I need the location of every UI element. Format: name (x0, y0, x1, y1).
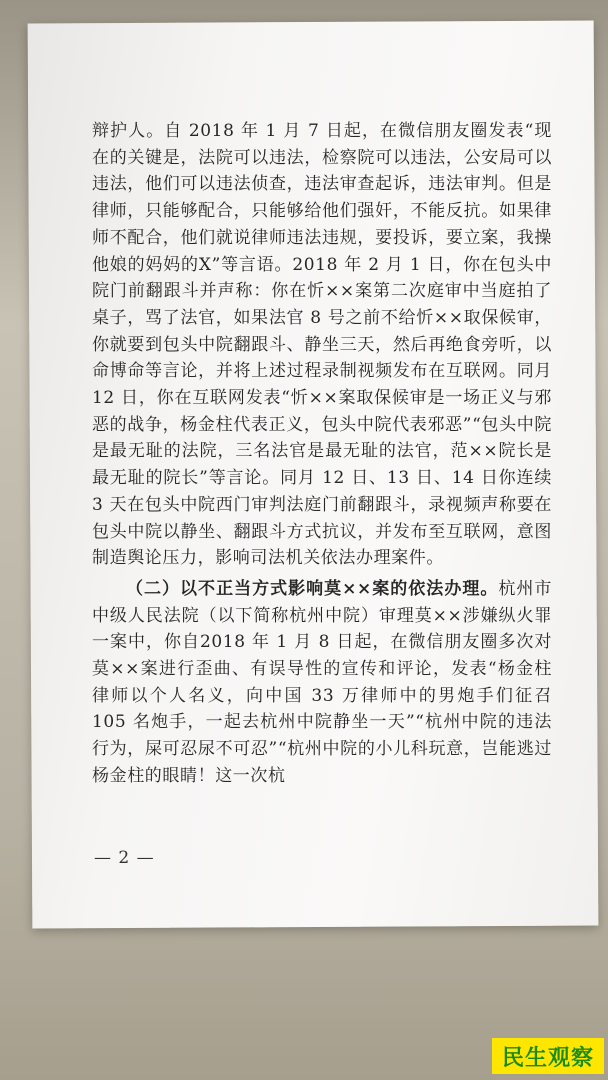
paragraph-1: 辩护人。自 2018 年 1 月 7 日起，在微信朋友圈发表“现在的关键是，法院可以违法，检察院可以违法，公安局可以违法，他们可以违法侦查，违法审查起诉，违法审判。但是律师，只能够配合，只能够给他们强奸，不能反抗。如果律师不配合，他们就说律师违法违规，要投诉，要立案，我操他娘的妈妈的X”等言语。2018 年 2 月 1 日，你在包头中院门前翻跟斗并声称：你在忻××案第二次庭审中当庭拍了桌子，骂了法官，如果法官 8 号之前不给忻××取保候审，你就要到包头中院翻跟斗、静坐三天，然后再绝食旁听，以命博命等言论，并将上述过程录制视频发布在互联网。同月 12 日，你在互联网发表“忻××案取保候审是一场正义与邪恶的战争，杨金柱代表正义，包头中院代表邪恶”“包头中院是最无耻的法院，三名法官是最无耻的法官，范××院长是最无耻的院长”等言论。同月 12 日、13 日、14 日你连续 3 天在包头中院西门审判法庭门前翻跟斗，录视频声称要在包头中院以静坐、翻跟斗方式抗议，并发布至互联网，意图制造舆论压力，影响司法机关依法办理案件。 (92, 121, 552, 569)
paragraph-2 (92, 576, 552, 790)
watermark-badge (492, 1038, 604, 1074)
section-heading: （二）以不正当方式影响莫××案的依法办理。 (126, 578, 499, 599)
document-body (92, 118, 552, 790)
watermark-text: 民生观察 (501, 1045, 594, 1071)
page-number: — 2 — (94, 848, 155, 868)
paragraph-2-body: 杭州市中级人民法院（以下简称杭州中院）审理莫××涉嫌纵火罪一案中，你自2018 年 1 月 8 日起，在微信朋友圈多次对莫××案进行歪曲、有误导性的宣传和评论，发表“杨金柱律师以个人名义，向中国 33 万律师中的男炮手们征召 105 名炮手，一起去杭州中院静坐一天”“杭州中院的违法行为，屎可忍尿不可忍”“杭州中院的小儿科玩意，岂能逃过杨金柱的眼睛！这一次杭 (92, 578, 552, 786)
